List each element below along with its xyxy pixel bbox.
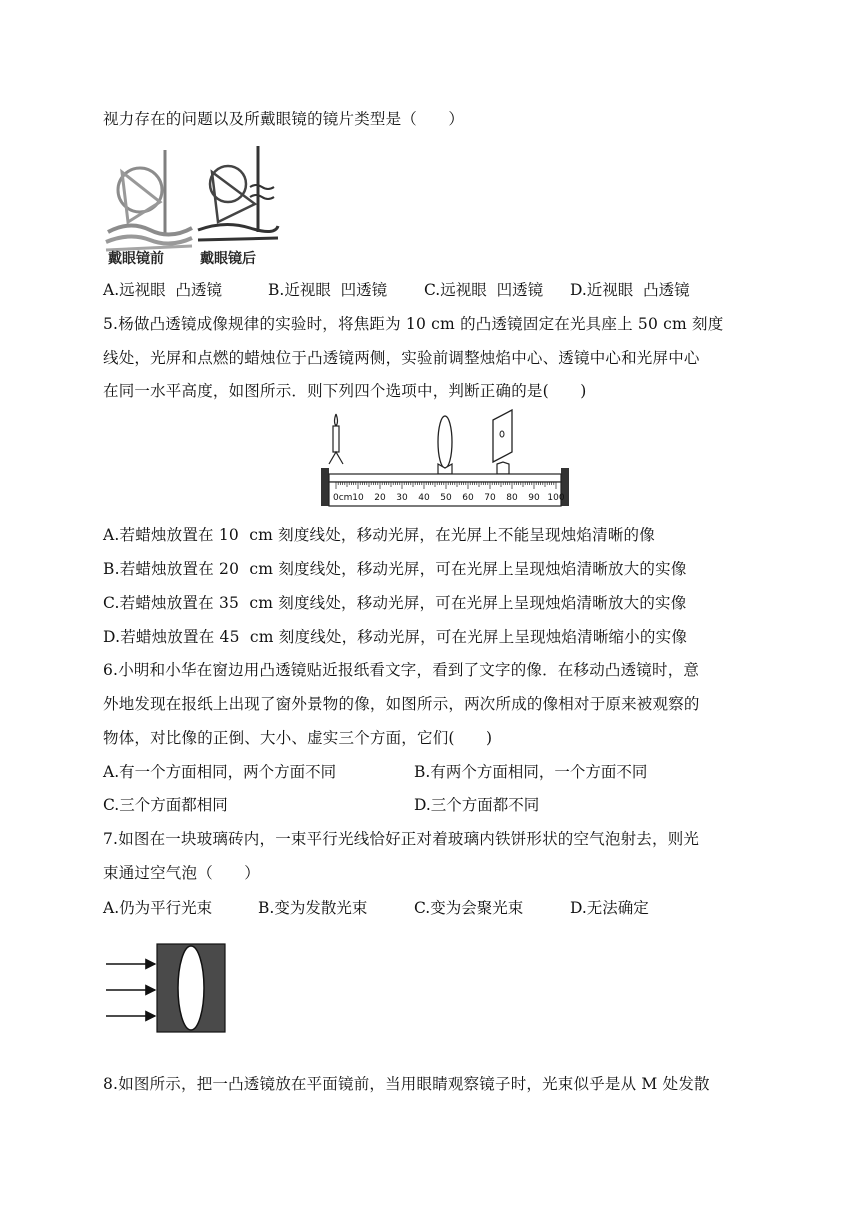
air-bubble xyxy=(178,946,204,1030)
ruler-label: 40 xyxy=(418,493,430,503)
eyeglasses-figure xyxy=(100,142,280,270)
ruler-label: 70 xyxy=(484,493,496,503)
q4-stem-line: 视力存在的问题以及所戴眼镜的镜片类型是（ ） xyxy=(103,110,465,128)
q6-option-a: A.有一个方面相同，两个方面不同 xyxy=(103,763,337,781)
q5-option-b: B.若蜡烛放置在 20 cm 刻度线处，移动光屏，可在光屏上呈现烛焰清晰放大的实像 xyxy=(103,560,687,578)
q7-option-d: D.无法确定 xyxy=(570,899,649,917)
before-label: 戴眼镜前 xyxy=(108,251,164,267)
bench-rail xyxy=(329,474,561,482)
q6-stem-line-3: 物体，对比像的正倒、大小、虚实三个方面，它们( ) xyxy=(103,729,493,747)
boat-before-image xyxy=(106,150,192,250)
ruler-label: 20 xyxy=(374,493,386,503)
after-label: 戴眼镜后 xyxy=(200,251,256,267)
q4-option-d: D.近视眼 凸透镜 xyxy=(570,281,690,299)
q7-stem-line-1: 7.如图在一块玻璃砖内，一束平行光线恰好正对着玻璃内铁饼形状的空气泡射去，则光 xyxy=(103,830,700,848)
q7-option-c: C.变为会聚光束 xyxy=(414,899,524,917)
ruler-label: 50 xyxy=(440,493,452,503)
light-screen xyxy=(493,410,512,474)
q4-option-c: C.远视眼 凹透镜 xyxy=(424,281,544,299)
q5-option-c: C.若蜡烛放置在 35 cm 刻度线处，移动光屏，可在光屏上呈现烛焰清晰放大的实像 xyxy=(103,594,687,612)
ruler-label: 100 xyxy=(547,493,565,503)
q5-stem-line-1: 5.杨做凸透镜成像规律的实验时，将焦距为 10 cm 的凸透镜固定在光具座上 50 cm 刻度 xyxy=(103,315,724,333)
q6-option-c: C.三个方面都相同 xyxy=(103,796,228,814)
ruler-label: 0cm xyxy=(333,493,353,503)
q8-stem-line-1: 8.如图所示，把一凸透镜放在平面镜前，当用眼睛观察镜子时，光束似乎是从 M 处发散 xyxy=(103,1075,710,1093)
left-stand xyxy=(321,468,329,506)
q5-stem-line-3: 在同一水平高度，如图所示．则下列四个选项中，判断正确的是( ) xyxy=(103,382,587,400)
q7-option-a: A.仍为平行光束 xyxy=(103,899,213,917)
ruler-label: 60 xyxy=(462,493,474,503)
ruler-label: 80 xyxy=(506,493,518,503)
q5-stem-line-2: 线处，光屏和点燃的蜡烛位于凸透镜两侧，实验前调整烛焰中心、透镜中心和光屏中心 xyxy=(103,349,700,367)
q4-option-a: A.远视眼 凸透镜 xyxy=(103,281,222,299)
q6-option-d: D.三个方面都不同 xyxy=(414,796,540,814)
ruler-label: 10 xyxy=(352,493,364,503)
q6-stem-line-1: 6.小明和小华在窗边用凸透镜贴近报纸看文字，看到了文字的像．在移动凸透镜时，意 xyxy=(103,661,700,679)
ruler-label: 30 xyxy=(396,493,408,503)
q6-option-b: B.有两个方面相同，一个方面不同 xyxy=(414,763,648,781)
q4-option-b: B.近视眼 凹透镜 xyxy=(268,281,388,299)
q5-option-a: A.若蜡烛放置在 10 cm 刻度线处，移动光屏，在光屏上不能呈现烛焰清晰的像 xyxy=(103,526,655,544)
glass-brick-figure xyxy=(100,940,230,1036)
q6-stem-line-2: 外地发现在报纸上出现了窗外景物的像，如图所示，两次所成的像相对于原来被观察的 xyxy=(103,695,700,713)
q5-option-d: D.若蜡烛放置在 45 cm 刻度线处，移动光屏，可在光屏上呈现烛焰清晰缩小的实像 xyxy=(103,628,688,646)
convex-lens xyxy=(438,416,452,474)
candle xyxy=(329,414,343,464)
optical-bench-figure xyxy=(312,408,577,508)
q7-stem-line-2: 束通过空气泡（ ） xyxy=(103,864,261,882)
ruler-label: 90 xyxy=(528,493,540,503)
boat-after-image xyxy=(198,146,278,240)
q7-option-b: B.变为发散光束 xyxy=(258,899,368,917)
